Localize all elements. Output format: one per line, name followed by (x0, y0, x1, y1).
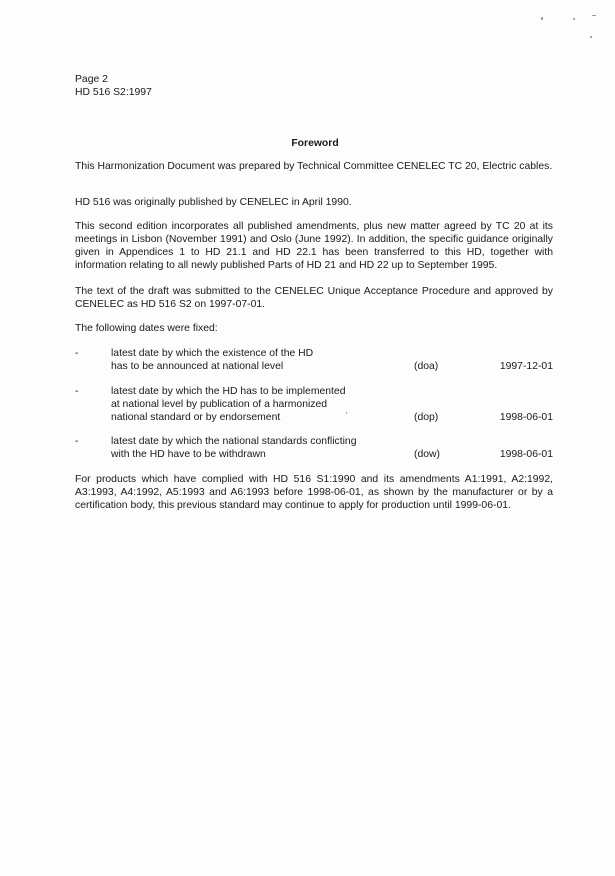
paragraph-original-publication: HD 516 was originally published by CENELEC in April 1990. (75, 197, 352, 208)
date-description (111, 347, 371, 373)
scan-speck (346, 412, 347, 414)
date-abbreviation: (doa) (414, 361, 439, 372)
list-dash: - (75, 348, 79, 359)
scan-speck (541, 17, 543, 20)
paragraph-second-edition: This second edition incorporates all published amendments, plus new matter agreed by TC 20 at its meetings in Lisbon (November 1991) and Oslo (June 1992). In addition, the specific guidance originally given in Appendices 1 to HD 21.1 and HD 22.1 has been transferred to this HD, together with information relating to all newly published Parts of HD 21 and HD 22 up to September 1995. (75, 221, 553, 271)
date-value: 1998-06-01 (499, 449, 553, 460)
scan-speck (590, 36, 592, 38)
date-description (111, 385, 371, 424)
page-header (75, 73, 152, 99)
date-description-line: latest date by which the HD has to be implemented (111, 386, 346, 397)
scan-speck (573, 18, 575, 20)
paragraph-approval: The text of the draft was submitted to the CENELEC Unique Acceptance Procedure and approved by CENELEC as HD 516 S2 on 1997-07-01. (75, 286, 553, 310)
date-description-line: national standard or by endorsement (111, 412, 281, 423)
date-description (111, 435, 371, 461)
paragraph-transition: For products which have complied with HD 516 S1:1990 and its amendments A1:1991, A2:1992, A3:1993, A4:1992, A5:1993 and A6:1993 before 1998-06-01, as shown by the manufacturer or by a certification body, this previous standard may continue to apply for production until 1999-06-01. (75, 474, 553, 511)
date-abbreviation: (dop) (414, 412, 439, 423)
list-dash: - (75, 386, 79, 397)
paragraph-dates-intro: The following dates were fixed: (75, 323, 218, 334)
scan-speck (592, 15, 596, 16)
paragraph-committee: This Harmonization Document was prepared by Technical Committee CENELEC TC 20, Electric cables. (75, 161, 553, 172)
page-number: Page 2 (75, 74, 108, 85)
date-abbreviation: (dow) (414, 449, 440, 460)
date-description-line: with the HD have to be withdrawn (111, 449, 266, 460)
date-value: 1997-12-01 (499, 361, 553, 372)
date-description-line: latest date by which the existence of the HD (111, 348, 314, 359)
document-id: HD 516 S2:1997 (75, 87, 152, 98)
date-description-line: at national level by publication of a harmonized (111, 399, 328, 410)
section-title: Foreword (291, 138, 339, 149)
list-dash: - (75, 436, 79, 447)
date-value: 1998-06-01 (499, 412, 553, 423)
date-description-line: latest date by which the national standards conflicting (111, 436, 357, 447)
date-description-line: has to be announced at national level (111, 361, 284, 372)
